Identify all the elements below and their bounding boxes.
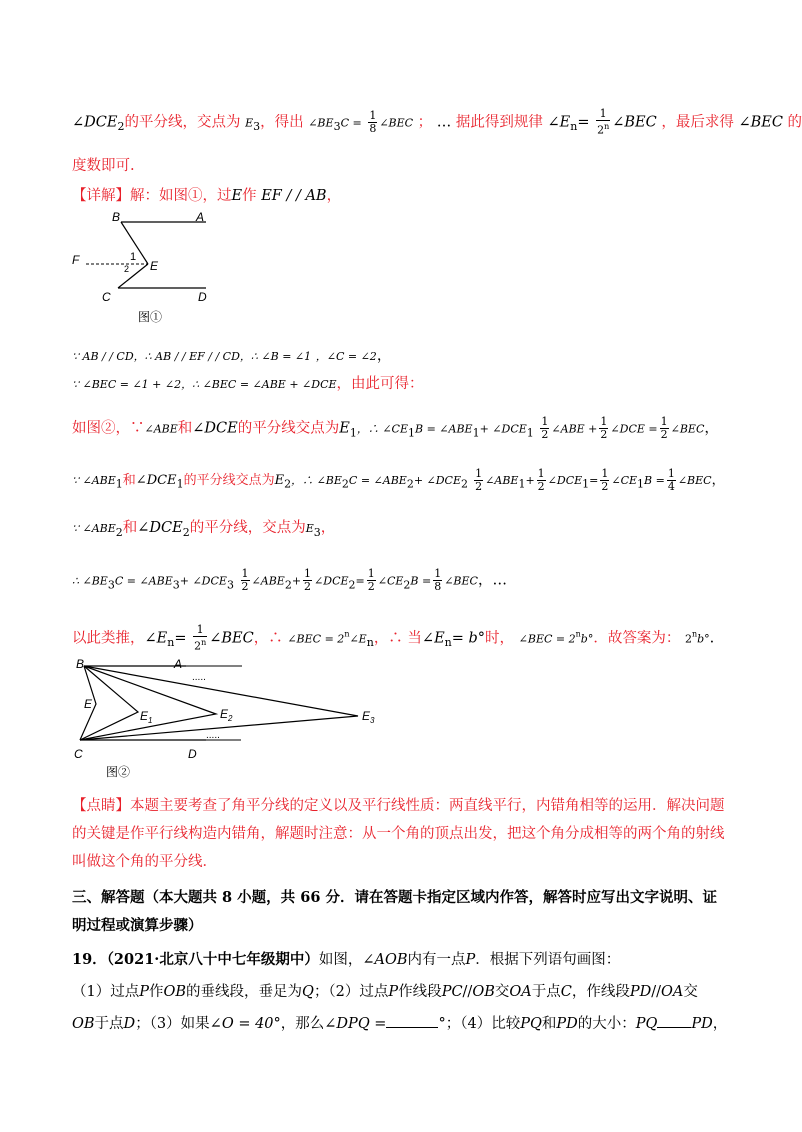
- formula: ∠DCE: [135, 473, 177, 488]
- detail-tag: 【详解】: [72, 188, 130, 204]
- fraction-1-4: $\frac{1}{4}$: [667, 467, 675, 493]
- formula: =: [174, 630, 187, 647]
- section-title: 三、解答题（本大题共 8 小题，共 66 分．请在答题卡指定区域内作答，解答时应写出文字说明、证明过程或演算步骤）: [72, 889, 717, 934]
- proof-line-3: 如图②，∵∠ABE和∠DCE的平分线交点为$E_1$，∴ $\angle CE_1B$ = $\angle ABE_1+$ $\angle DCE_1$ $\frac{1}{2}$ ∠ABE + $\frac{1}{2}$ ∠DCE = $\frac{1}{2}$ ∠BEC，: [72, 415, 719, 441]
- formula: ，∴ ∠CE: [356, 422, 409, 436]
- fraction: $\frac{1}{2}$: [241, 567, 249, 593]
- q19-line-1: [72, 950, 730, 970]
- formula: ∠AOB: [362, 952, 408, 968]
- path-e3: [80, 666, 358, 740]
- formula: =: [577, 114, 590, 131]
- text: ；: [417, 114, 433, 131]
- text: .: [709, 630, 715, 647]
- formula: ∠BEC: [612, 114, 657, 131]
- text: ，…: [477, 572, 507, 589]
- formula: B =: [410, 574, 432, 588]
- text: ，: [704, 420, 719, 437]
- formula: + ∠DCE: [479, 422, 527, 436]
- text: 作: [242, 188, 257, 204]
- fraction: $\frac{1}{2}$: [601, 467, 609, 493]
- header-line-1: [72, 107, 802, 137]
- fraction-1-2n: $\frac{1}{2^n}$: [597, 107, 610, 137]
- formula: ∠DCE =: [610, 422, 658, 436]
- label-d: D: [188, 747, 197, 761]
- detail-line: [72, 186, 730, 206]
- formula: +: [291, 574, 302, 588]
- question-number: 19．: [72, 951, 107, 968]
- label-c: C: [102, 290, 111, 304]
- text: ，: [711, 473, 725, 488]
- formula: ，∠C = ∠2: [315, 350, 377, 363]
- formula: =: [589, 474, 599, 487]
- text: ，: [326, 188, 342, 204]
- text: ．故答案为：: [593, 630, 681, 647]
- text: 的: [787, 114, 802, 131]
- label-c: C: [74, 747, 83, 761]
- point-e3: E: [245, 116, 254, 130]
- caption-2: 图②: [106, 765, 131, 779]
- formula: C =: [340, 116, 362, 130]
- text: 如图，: [318, 952, 363, 968]
- fraction: $\frac{1}{2}$: [475, 467, 483, 493]
- formula: ，∴ ∠B = ∠1: [239, 350, 312, 363]
- comment-tag: 【点睛】: [72, 798, 130, 814]
- proof-line-6: ∴ $\angle BE_3C$ = $\angle ABE_3+$ $\angle DCE_3$ $\frac{1}{2}$ $\angle ABE_2+$ $\frac{1}{2}$ $\angle DCE_2=$ $\frac{1}{2}$ $\angle CE_2B$ = $\frac{1}{8}$ ∠BEC，…: [72, 567, 507, 593]
- formula: + ∠DCE: [413, 474, 462, 487]
- fraction: $\frac{1}{2}$: [600, 415, 608, 441]
- proof-line-1: [72, 346, 730, 367]
- text: 的平分线交点为: [183, 473, 275, 488]
- formula: ∴ ∠BE: [72, 574, 108, 588]
- formula: ∠CE: [611, 474, 638, 487]
- formula: ∵ ∠ABE: [72, 474, 116, 487]
- formula: ∠BE: [308, 116, 334, 130]
- text: 据此得到规律: [455, 114, 543, 131]
- label-e: E: [84, 697, 93, 711]
- text: ，∴: [373, 630, 403, 647]
- formula: B =: [644, 474, 665, 487]
- text: 当: [407, 630, 422, 647]
- formula: b°: [580, 632, 594, 646]
- formula: ，∴ AB / / EF / / CD: [133, 350, 240, 363]
- comment-block: [72, 792, 730, 876]
- formula: ∵ ∠ABE: [72, 522, 116, 535]
- formula: ∠E: [547, 114, 571, 131]
- label-2: 2: [124, 264, 130, 274]
- text: ，∴: [253, 630, 283, 647]
- label-b: B: [112, 210, 121, 224]
- q19-line-3: OB于点D；（3）如果∠O = 40°，那么∠DPQ = °；（4）比较PQ和PD的大小：PQ PD，: [72, 1016, 728, 1032]
- proof-line-4: ∵ $\angle ABE_1$和$\angle DCE_1$的平分线交点为$E_2$，∴ $\angle BE_2C$ = $\angle ABE_2+$ $\angle DCE_2$ $\frac{1}{2}$ $\angle ABE_1+$ $\frac{1}{2}$ $\angle DCE_1=$ $\frac{1}{2}$ $\angle CE_1B$ = $\frac{1}{4}$ ∠BEC，: [72, 467, 725, 493]
- sub: 3: [253, 120, 261, 134]
- formula: ，∴ ∠BEC = ∠ABE + ∠DCE: [181, 378, 337, 391]
- formula: ∠ABE +: [551, 422, 598, 436]
- dots-bottom: .....: [206, 730, 220, 741]
- fraction: $\frac{1}{2}$: [537, 467, 545, 493]
- text: 如图②，∵: [72, 420, 145, 437]
- formula: ∠DCE: [314, 574, 349, 588]
- header-line-2: 度数即可.: [72, 158, 135, 174]
- text: 和: [122, 473, 136, 488]
- label-b: B: [76, 657, 85, 671]
- answer: 2: [684, 632, 692, 646]
- formula: ∠E: [421, 630, 445, 647]
- text: 内有一点: [407, 952, 466, 968]
- formula: +: [525, 474, 535, 487]
- label-e: E: [150, 259, 159, 273]
- text: ，由此可得：: [336, 376, 424, 392]
- sub: n: [570, 120, 578, 134]
- proof-line-7: 以此类推，$\angle E_n=$ $\frac{1}{2^n}$ ∠BEC，∴ ∠BEC = $2^n\angle E_n$，∴ 当$\angle E_n= b^\circ$时， ∠BEC = $2^nb^\circ$．故答案为： 2$^n$b°.: [72, 623, 715, 653]
- formula: C = ∠ABE: [114, 574, 173, 588]
- formula: ∠BEC: [677, 474, 712, 487]
- formula: ∠E: [144, 630, 168, 647]
- label-f: F: [72, 253, 80, 267]
- text: 时，: [485, 630, 515, 647]
- q19-line-2: （1）过点P作OB的垂线段，垂足为Q；（2）过点P作线段PC//OB交OA于点C，作线段PD//OA交: [72, 984, 698, 1000]
- text: 以此类推，: [72, 630, 145, 647]
- caption-1: 图①: [138, 310, 163, 324]
- formula: E: [305, 522, 314, 535]
- formula: P: [465, 952, 476, 968]
- text: ，得出: [260, 114, 304, 131]
- angle-dce2: ∠DCE: [72, 114, 118, 131]
- text: 和: [177, 420, 193, 437]
- formula: ∠BEC: [379, 116, 414, 130]
- label-d: D: [198, 290, 207, 304]
- formula: + ∠DCE: [179, 574, 227, 588]
- fraction-1-2n: $\frac{1}{2^n}$: [194, 623, 207, 653]
- formula: EF / / AB: [261, 188, 327, 204]
- formula: ，∴ ∠BE: [291, 474, 342, 487]
- figure-1: [66, 208, 226, 328]
- formula: ∠E: [349, 632, 367, 646]
- point-e: E: [231, 188, 243, 204]
- text: ．根据下列语句画图：: [475, 952, 621, 968]
- fraction: $\frac{1}{2}$: [367, 567, 375, 593]
- label-1: 1: [130, 251, 137, 263]
- label-e1: $E_1$: [140, 709, 153, 725]
- label-e3: $E_3$: [362, 709, 375, 725]
- formula: ∠ABE: [144, 422, 178, 436]
- formula: ∵ AB / / CD: [72, 350, 134, 363]
- formula: ∠ABE: [251, 574, 285, 588]
- fraction: $\frac{1}{2}$: [304, 567, 312, 593]
- sub: 2: [117, 120, 125, 134]
- formula: C = ∠ABE: [348, 474, 407, 487]
- text: 解：如图①，过: [130, 188, 232, 204]
- comment-text: 本题主要考查了角平分线的定义以及平行线性质：两直线平行，内错角相等的运用．解决问题的关键是作平行线构造内错角，解题时注意：从一个角的顶点出发，把这个角分成相等的两个角的射线叫做这个角的平分线．: [72, 798, 725, 870]
- formula: B = ∠ABE: [415, 422, 473, 436]
- formula: ∠BEC = 2: [518, 632, 576, 646]
- formula: ∠ABE: [485, 474, 519, 487]
- fraction-1-8: $\frac{1}{8}$: [434, 567, 442, 593]
- formula: ∠BEC: [670, 422, 705, 436]
- formula: ∠DCE: [547, 474, 583, 487]
- formula: ∠BEC: [209, 630, 254, 647]
- text: ，: [320, 520, 336, 536]
- text: 的平分线交点为: [237, 420, 340, 437]
- formula: E: [274, 473, 285, 488]
- text: 的平分线，交点为: [124, 114, 241, 131]
- line-ec: [118, 264, 148, 288]
- answer-blank-dpq[interactable]: [386, 1027, 438, 1028]
- formula: ∵ ∠BEC = ∠1 + ∠2: [72, 378, 182, 391]
- formula: ∠BEC = 2: [287, 632, 345, 646]
- ellipsis: …: [436, 114, 452, 131]
- fraction: $\frac{1}{2}$: [660, 415, 668, 441]
- formula: ∠BEC: [444, 574, 478, 588]
- formula: ∠CE: [377, 574, 404, 588]
- proof-line-2: [72, 374, 730, 395]
- text: 和: [122, 520, 138, 536]
- text: 的平分线，交点为: [189, 520, 306, 536]
- sub: 1: [349, 426, 357, 440]
- answer-blank-compare[interactable]: [657, 1027, 691, 1028]
- formula: ∠BEC: [738, 114, 783, 131]
- answer: b°: [697, 632, 710, 646]
- dots-top: .....: [192, 672, 206, 683]
- label-a: A: [196, 210, 205, 224]
- text: ，最后求得: [661, 114, 734, 131]
- formula: ∠DCE: [137, 520, 183, 536]
- formula: E: [339, 420, 350, 437]
- formula: ∠DCE: [192, 420, 238, 437]
- label-a: A: [174, 657, 183, 671]
- text: ，: [376, 348, 392, 364]
- figure-2: [66, 654, 396, 784]
- label-e2: $E_2$: [220, 707, 233, 723]
- fraction-1-8: $\frac{1}{8}$: [369, 108, 377, 135]
- formula: = b°: [451, 630, 486, 647]
- fraction: $\frac{1}{2}$: [541, 415, 549, 441]
- proof-line-5: ∵ $\angle ABE_2$和$\angle DCE_2$的平分线，交点为$E_3$，: [72, 520, 336, 539]
- sub: 3: [333, 120, 341, 134]
- question-source: （2021·北京八十中七年级期中）: [106, 951, 319, 968]
